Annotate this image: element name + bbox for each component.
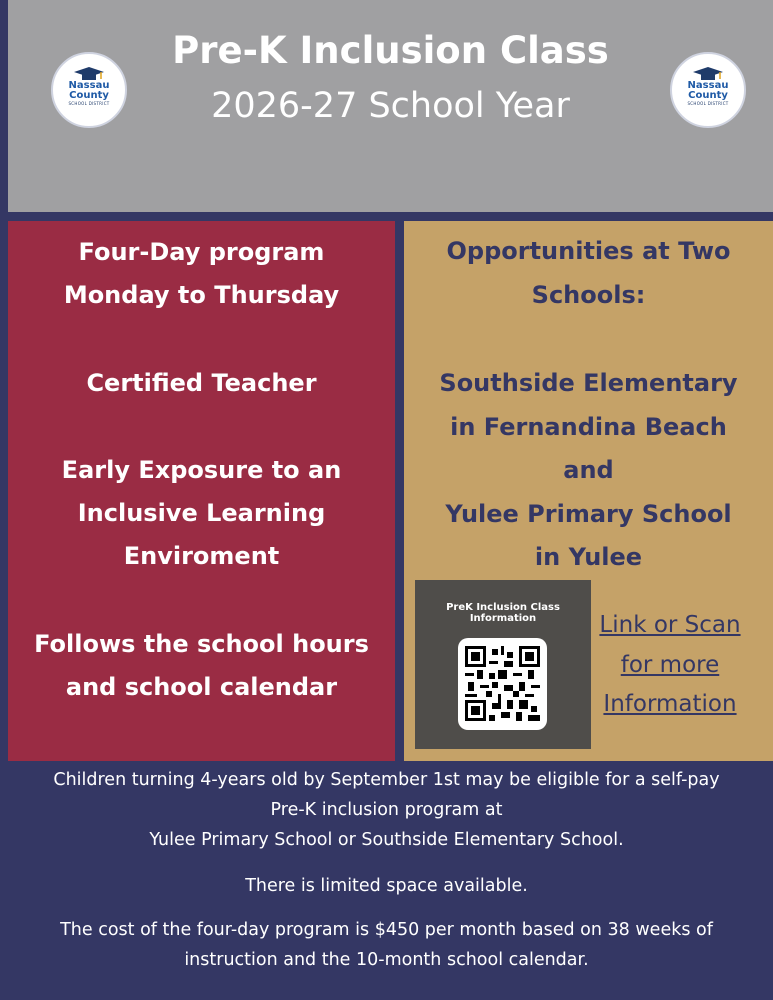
feature-line: Follows the school hours — [34, 630, 369, 658]
link-line[interactable]: for more — [620, 651, 720, 678]
heading-line: Opportunities at Two — [446, 237, 731, 265]
qr-code[interactable] — [458, 638, 547, 730]
heading-line: Schools: — [531, 280, 646, 309]
eligibility-paragraph — [0, 765, 773, 855]
feature-certified-teacher — [8, 362, 395, 405]
logo-subtext: SCHOOL DISTRICT — [687, 101, 729, 106]
qr-code-card[interactable] — [415, 580, 591, 749]
feature-line: Enviroment — [123, 542, 280, 570]
feature-line: Four-Day program — [78, 238, 325, 266]
school-line: Yulee Primary School — [445, 499, 732, 528]
link-line[interactable]: Information — [603, 691, 737, 717]
page-title: Pre-K Inclusion Class — [172, 29, 609, 72]
graduation-cap-icon — [693, 67, 723, 81]
nassau-county-logo-right — [670, 52, 746, 128]
page-subtitle: 2026-27 School Year — [211, 86, 570, 126]
school-line: in Yulee — [534, 543, 643, 571]
logo-text-line1: Nassau — [687, 80, 729, 91]
qr-card-title: PreK Inclusion Class Information — [446, 602, 560, 624]
feature-line: Monday to Thursday — [63, 281, 340, 309]
feature-line: Early Exposure to an — [61, 456, 342, 484]
paragraph-line: Children turning 4-years old by September 1st may be eligible for a self-pay — [53, 770, 720, 790]
qr-code-icon — [465, 646, 540, 721]
feature-school-hours — [8, 623, 395, 709]
header-banner — [8, 0, 773, 212]
feature-line: and school calendar — [65, 673, 338, 701]
feature-early-exposure — [8, 449, 395, 578]
schools-panel — [404, 221, 773, 761]
school-line: in Fernandina Beach — [450, 412, 727, 441]
school-line: and — [563, 456, 614, 484]
feature-four-day — [8, 231, 395, 317]
feature-line: Certified Teacher — [86, 369, 317, 397]
link-line[interactable]: Link or Scan — [599, 612, 741, 638]
cost-paragraph — [0, 915, 773, 975]
limited-space-note: There is limited space available. — [245, 876, 528, 896]
paragraph-line: instruction and the 10-month school calendar. — [184, 950, 589, 970]
program-features-panel — [8, 221, 395, 761]
schools-heading — [404, 230, 773, 317]
paragraph-line: Yulee Primary School or Southside Elementary School. — [149, 830, 624, 850]
school-line: Southside Elementary — [439, 369, 738, 397]
paragraph-line: The cost of the four-day program is $450 per month based on 38 weeks of — [60, 920, 713, 940]
logo-text-line2: County — [69, 90, 109, 101]
logo-text-line1: Nassau — [68, 80, 110, 91]
feature-line: Inclusive Learning — [77, 499, 326, 527]
schools-list — [404, 362, 773, 580]
logo-subtext: SCHOOL DISTRICT — [68, 101, 110, 106]
paragraph-line: Pre-K inclusion program at — [270, 800, 503, 820]
more-info-link[interactable] — [593, 606, 747, 725]
logo-text-line2: County — [688, 90, 728, 101]
